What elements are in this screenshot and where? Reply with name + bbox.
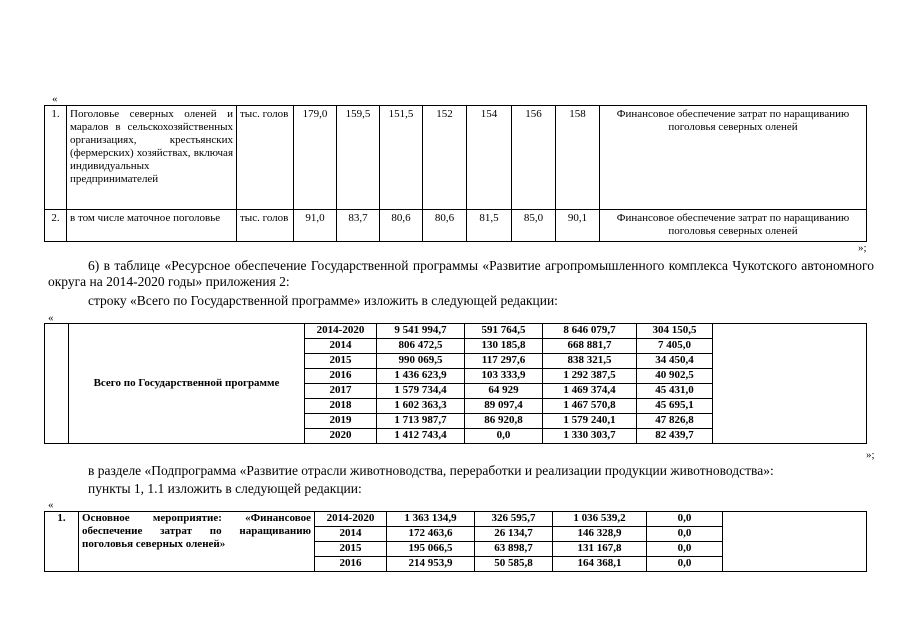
value-cell: 146 328,9 [553, 527, 647, 542]
opening-quote-2: « [48, 312, 54, 324]
opening-quote-3: « [48, 499, 54, 511]
value-cell: 152 [423, 106, 467, 210]
table-row [45, 210, 867, 242]
value-cell: 838 321,5 [543, 354, 637, 369]
value-cell: 1 412 743,4 [377, 429, 465, 444]
period-cell: 2019 [305, 414, 377, 429]
value-cell: 91,0 [294, 210, 337, 242]
value-cell: 1 467 570,8 [543, 399, 637, 414]
value-cell: 64 929 [465, 384, 543, 399]
value-cell: 1 469 374,4 [543, 384, 637, 399]
paragraph-instruction-1: строку «Всего по Государственной программе» изложить в следующей редакции: [88, 293, 558, 308]
value-cell: 668 881,7 [543, 339, 637, 354]
value-cell: 7 405,0 [637, 339, 713, 354]
value-cell: 117 297,6 [465, 354, 543, 369]
value-cell: 9 541 994,7 [377, 324, 465, 339]
closing-quote-2: »; [866, 449, 875, 461]
period-cell: 2018 [305, 399, 377, 414]
value-cell: 1 602 363,3 [377, 399, 465, 414]
value-cell: 81,5 [467, 210, 512, 242]
period-cell: 2014 [315, 527, 387, 542]
row-number: 1. [45, 106, 67, 210]
period-cell: 2015 [315, 542, 387, 557]
value-cell: 159,5 [337, 106, 380, 210]
total-label: Всего по Государственной программе [69, 324, 305, 444]
value-cell: 89 097,4 [465, 399, 543, 414]
period-cell: 2014-2020 [315, 512, 387, 527]
resources-total-table [44, 323, 867, 444]
value-cell: 154 [467, 106, 512, 210]
value-cell: 26 134,7 [475, 527, 553, 542]
value-cell: 1 330 303,7 [543, 429, 637, 444]
value-cell: 172 463,6 [387, 527, 475, 542]
unit-cell: тыс. голов [237, 106, 294, 210]
value-cell: 214 953,9 [387, 557, 475, 572]
empty-cell [713, 324, 867, 444]
value-cell: 85,0 [512, 210, 556, 242]
period-cell: 2017 [305, 384, 377, 399]
table-row [45, 512, 867, 527]
period-cell: 2014-2020 [305, 324, 377, 339]
value-cell: 45 431,0 [637, 384, 713, 399]
table-row [45, 324, 867, 339]
value-cell: 179,0 [294, 106, 337, 210]
row-number: 1. [45, 512, 79, 572]
value-cell: 34 450,4 [637, 354, 713, 369]
value-cell: 103 333,9 [465, 369, 543, 384]
value-cell: 63 898,7 [475, 542, 553, 557]
value-cell: 326 595,7 [475, 512, 553, 527]
value-cell: 1 363 134,9 [387, 512, 475, 527]
value-cell: 806 472,5 [377, 339, 465, 354]
paragraph-instruction-2: пункты 1, 1.1 изложить в следующей редакции: [88, 481, 362, 496]
value-cell: 40 902,5 [637, 369, 713, 384]
value-cell: 0,0 [647, 527, 723, 542]
value-cell: 50 585,8 [475, 557, 553, 572]
value-cell: 82 439,7 [637, 429, 713, 444]
value-cell: 80,6 [380, 210, 423, 242]
indicator-name: в том числе маточное поголовье [67, 210, 237, 242]
value-cell: 0,0 [647, 512, 723, 527]
value-cell: 1 036 539,2 [553, 512, 647, 527]
value-cell: 0,0 [647, 557, 723, 572]
value-cell: 90,1 [556, 210, 600, 242]
value-cell: 1 713 987,7 [377, 414, 465, 429]
paragraph-section: в разделе «Подпрограмма «Развитие отрасли животноводства, переработки и реализации продукции животноводства»: [88, 463, 774, 478]
description-cell: Финансовое обеспечение затрат по наращиванию поголовья северных оленей [600, 106, 867, 210]
unit-cell: тыс. голов [237, 210, 294, 242]
value-cell: 1 579 240,1 [543, 414, 637, 429]
value-cell: 1 579 734,4 [377, 384, 465, 399]
period-cell: 2020 [305, 429, 377, 444]
value-cell: 83,7 [337, 210, 380, 242]
paragraph-item-6: 6) в таблице «Ресурсное обеспечение Государственной программы «Развитие агропромышленного комплекса Чукотского автономного округа на 2014-2020 годы» приложения 2: [48, 258, 874, 289]
period-cell: 2014 [305, 339, 377, 354]
value-cell: 130 185,8 [465, 339, 543, 354]
activity-label: Основное мероприятие: «Финансовое обеспечение затрат по наращиванию поголовья северных оленей» [79, 512, 315, 572]
table-row [45, 106, 867, 210]
value-cell: 0,0 [465, 429, 543, 444]
opening-quote-1: « [52, 93, 58, 105]
period-cell: 2016 [305, 369, 377, 384]
value-cell: 8 646 079,7 [543, 324, 637, 339]
period-cell: 2016 [315, 557, 387, 572]
value-cell: 158 [556, 106, 600, 210]
value-cell: 80,6 [423, 210, 467, 242]
description-cell: Финансовое обеспечение затрат по наращиванию поголовья северных оленей [600, 210, 867, 242]
subprogram-activity-table [44, 511, 867, 572]
value-cell: 1 292 387,5 [543, 369, 637, 384]
indicator-name: Поголовье северных оленей и маралов в сельскохозяйственных организациях, крестьянских (фермерских) хозяйствах, включая индивидуальных предпринимателей [67, 106, 237, 210]
value-cell: 591 764,5 [465, 324, 543, 339]
value-cell: 990 069,5 [377, 354, 465, 369]
value-cell: 0,0 [647, 542, 723, 557]
livestock-indicators-table [44, 105, 867, 242]
value-cell: 131 167,8 [553, 542, 647, 557]
closing-quote-1: »; [858, 242, 867, 254]
value-cell: 164 368,1 [553, 557, 647, 572]
empty-cell [723, 512, 867, 572]
value-cell: 86 920,8 [465, 414, 543, 429]
value-cell: 195 066,5 [387, 542, 475, 557]
value-cell: 304 150,5 [637, 324, 713, 339]
row-number: 2. [45, 210, 67, 242]
value-cell: 45 695,1 [637, 399, 713, 414]
value-cell: 1 436 623,9 [377, 369, 465, 384]
value-cell: 151,5 [380, 106, 423, 210]
value-cell: 156 [512, 106, 556, 210]
empty-index-cell [45, 324, 69, 444]
period-cell: 2015 [305, 354, 377, 369]
value-cell: 47 826,8 [637, 414, 713, 429]
